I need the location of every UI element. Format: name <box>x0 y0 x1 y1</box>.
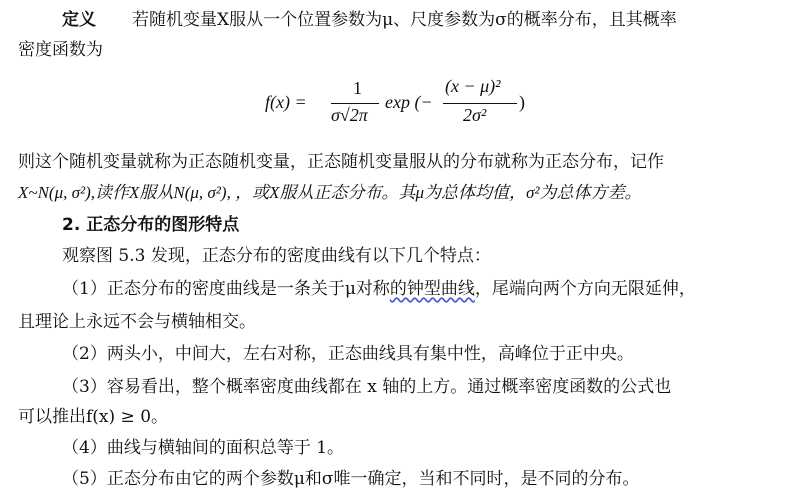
feature-5-line: （5）正态分布由它的两个参数μ和σ唯一确定，当和不同时，是不同的分布。 <box>62 469 640 489</box>
feature-1-spellcheck: 的钟型曲线 <box>389 279 475 299</box>
paragraph-line-5: X~N(μ, σ²),读作X服从N(μ, σ²), ，或X服从正态分布。其μ为总体均值，σ²为总体方差。 <box>18 183 642 202</box>
formula-num2: (x − μ)² <box>445 76 501 96</box>
definition-label: 定义 <box>62 10 96 30</box>
formula-num1: 1 <box>353 78 362 98</box>
paragraph-line-4: 则这个随机变量就称为正态随机变量，正态随机变量服从的分布就称为正态分布，记作 <box>18 152 664 172</box>
formula-mid: exp (− <box>385 92 433 112</box>
feature-4-line: （4）曲线与横轴间的面积总等于 1。 <box>62 438 345 458</box>
density-formula <box>265 78 545 130</box>
feature-1-line <box>62 277 696 301</box>
feature-1-post: ，尾端向两个方向无限延伸， <box>474 279 696 299</box>
feature-3-line-2: 可以推出f(x) ≥ 0。 <box>18 407 169 427</box>
feature-1-pre: （1）正态分布的密度曲线是一条关于μ对称 <box>62 279 390 299</box>
feature-3-line: （3）容易看出，整个概率密度曲线都在 x 轴的上方。通过概率密度函数的公式也 <box>62 377 672 397</box>
feature-2-line: （2）两头小，中间大，左右对称，正态曲线具有集中性，高峰位于正中央。 <box>62 344 634 364</box>
formula-close: ) <box>519 92 525 112</box>
feature-1-line-2: 且理论上永远不会与横轴相交。 <box>18 312 256 332</box>
formula-lhs: f(x) = <box>265 92 307 112</box>
definition-line-2: 密度函数为 <box>18 40 103 60</box>
definition-line <box>62 8 677 32</box>
definition-text: 若随机变量X服从一个位置参数为μ、尺度参数为σ的概率分布，且其概率 <box>132 10 677 30</box>
section-heading: 2. 正态分布的图形特点 <box>62 215 240 235</box>
paragraph-line-7: 观察图 5.3 发现，正态分布的密度曲线有以下几个特点： <box>62 246 491 266</box>
formula-den2: 2σ² <box>463 105 487 125</box>
formula-den1: σ√2π <box>331 105 368 125</box>
